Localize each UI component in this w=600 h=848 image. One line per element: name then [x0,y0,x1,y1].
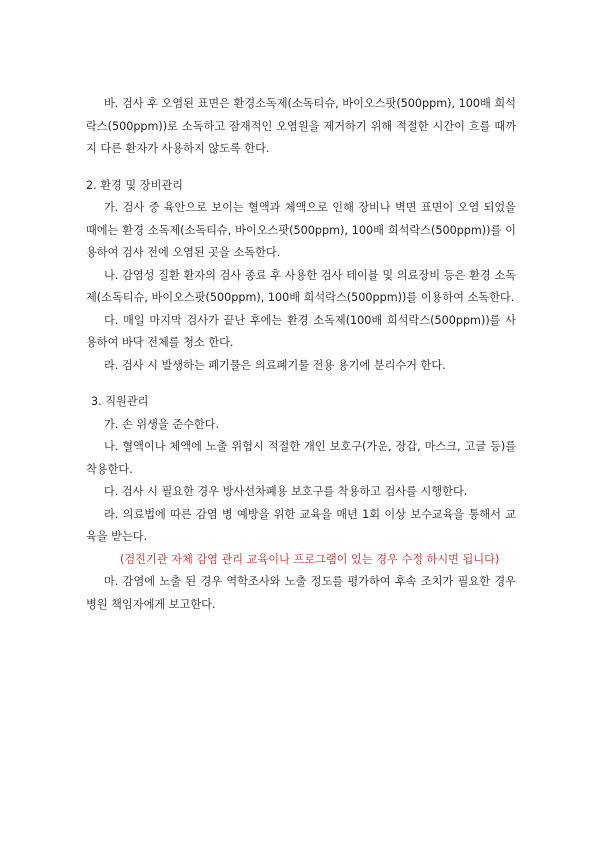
paragraph-3-ga: 가. 손 위생을 준수한다. [104,417,220,431]
heading-environment-equipment: 2. 환경 및 장비관리 [86,178,183,192]
spacer [86,377,516,391]
heading-staff-management: 3. 직원관리 [91,395,149,408]
paragraph-3-ma: 마. 감염에 노출 된 경우 역학조사와 노출 정도를 평가하여 후속 조치가 필요한 경우 병원 책임자에게 보고한다. [86,575,516,611]
note-red: (검진기관 자체 감염 관리 교육이나 프로그램이 있는 경우 수정 하시면 됩니다) [120,552,500,566]
paragraph-3-na: 나. 혈액이나 체액에 노출 위험시 적절한 개인 보호구(가운, 장갑, 마스크, 고글 등)를 착용한다. [86,440,516,476]
paragraph-3-da: 다. 검사 시 필요한 경우 방사선차폐용 보호구를 착용하고 검사를 시행한다. [104,485,468,498]
document-body [86,93,516,616]
paragraph-2-ra: 라. 검사 시 발생하는 폐기물은 의료폐기물 전용 용기에 분리수거 한다. [104,358,446,372]
paragraph-2-na: 나. 감염성 질환 환자의 검사 종료 후 사용한 검사 테이블 및 의료장비 등은 환경 소독제(소독티슈, 바이오스팟(500ppm), 100배 희석락스(500ppm))를 이용하여 소독한다. [86,268,516,304]
paragraph-ba: 바. 검사 후 오염된 표면은 환경소독제(소독티슈, 바이오스팟(500ppm), 100배 희석락스(500ppm))로 소독하고 잠재적인 오염원을 제거하기 위해 적절한 시간이 흐를 때까지 다른 환자가 사용하지 않도록 한다. [86,97,516,155]
paragraph-2-da: 다. 매일 마지막 검사가 끝난 후에는 환경 소독제(100배 희석락스(500ppm))를 사용하여 바닥 전체를 청소 한다. [86,313,516,349]
spacer [86,161,516,175]
paragraph-2-ga: 가. 검사 중 육안으로 보이는 혈액과 체액으로 인해 장비나 벽면 표면이 오염 되었을 때에는 환경 소독제(소독티슈, 바이오스팟(500ppm), 100배 희석락스(500ppm))를 이용하여 검사 전에 오염된 곳을 소독한다. [86,201,516,259]
paragraph-3-ra: 라. 의료법에 따른 감염 병 예방을 위한 교육을 매년 1회 이상 보수교육을 통해서 교육을 받는다. [86,507,516,543]
